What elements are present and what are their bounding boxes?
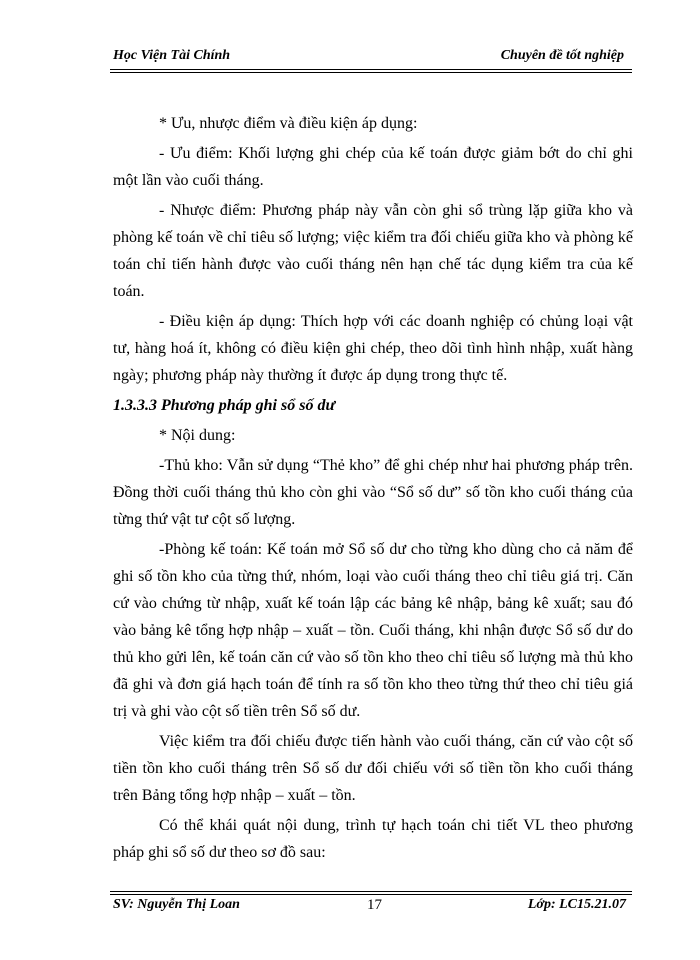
header-right-title: Chuyên đề tốt nghiệp [500,48,624,63]
paragraph-accounting-dept: -Phòng kế toán: Kế toán mở Sổ số dư cho từng kho dùng cho cả năm để ghi số tồn kho của từng thứ, nhóm, loại vào cuối tháng theo chỉ tiêu giá trị. Căn cứ vào chứng từ nhập, xuất kế toán lập các bảng kê nhập, bảng kê xuất; sau đó vào bảng kê tổng hợp nhập – xuất – tồn. Cuối tháng, khi nhận được Sổ số dư do thủ kho gửi lên, kế toán căn cứ vào số tồn kho theo chỉ tiêu số lượng mà thủ kho đã ghi và đơn giá hạch toán để tính ra số tồn kho theo từng thứ theo chỉ tiêu giá trị và ghi vào cột số tiền trên Sổ số dư. [113,541,633,720]
paragraph-content-label: * Nội dung: [159,427,236,444]
footer-rule-thin [110,891,632,892]
footer-page-number: 17 [367,897,382,913]
paragraph-reconciliation: Việc kiểm tra đối chiếu được tiến hành vào cuối tháng, căn cứ vào cột số tiền tồn kho cuối tháng trên Sổ số dư đối chiếu với số tiền tồn kho cuối tháng trên Bảng tổng hợp nhập – xuất – tồn. [113,733,633,804]
paragraph-conditions: - Điều kiện áp dụng: Thích hợp với các doanh nghiệp có chủng loại vật tư, hàng hoá ít, không có điều kiện ghi chép, theo dõi tình hình nhập, xuất hàng ngày; phương pháp này thường ít được áp dụng trong thực tế. [113,313,633,384]
section-heading: 1.3.3.3 Phương pháp ghi sổ số dư [113,397,336,414]
paragraph-advantages-heading: * Ưu, nhược điểm và điều kiện áp dụng: [159,115,418,132]
paragraph-summary-intro: Có thể khái quát nội dung, trình tự hạch toán chi tiết VL theo phương pháp ghi sổ số dư theo sơ đồ sau: [113,817,633,861]
paragraph-storekeeper: -Thủ kho: Vẫn sử dụng “Thẻ kho” để ghi chép như hai phương pháp trên. Đồng thời cuối tháng thủ kho còn ghi vào “Sổ số dư” số tồn kho cuối tháng của từng thứ vật tư cột số lượng. [113,457,633,528]
header-rule-thick [110,69,632,70]
header-left-institution: Học Viện Tài Chính [113,48,231,63]
footer-rule-thick [110,894,632,895]
header-rule-thin [110,72,632,73]
document-body [113,110,633,869]
paragraph-disadvantages: - Nhược điểm: Phương pháp này vẫn còn ghi sổ trùng lặp giữa kho và phòng kế toán về chỉ tiêu số lượng; việc kiểm tra đối chiếu giữa kho và phòng kế toán chỉ tiến hành được vào cuối tháng nên hạn chế tác dụng kiểm tra của kế toán. [113,202,633,300]
footer-student-name: SV: Nguyễn Thị Loan [113,897,240,912]
paragraph-advantages: - Ưu điểm: Khối lượng ghi chép của kế toán được giảm bớt do chỉ ghi một lần vào cuối tháng. [113,145,633,189]
footer-class-code: Lớp: LC15.21.07 [527,897,626,912]
